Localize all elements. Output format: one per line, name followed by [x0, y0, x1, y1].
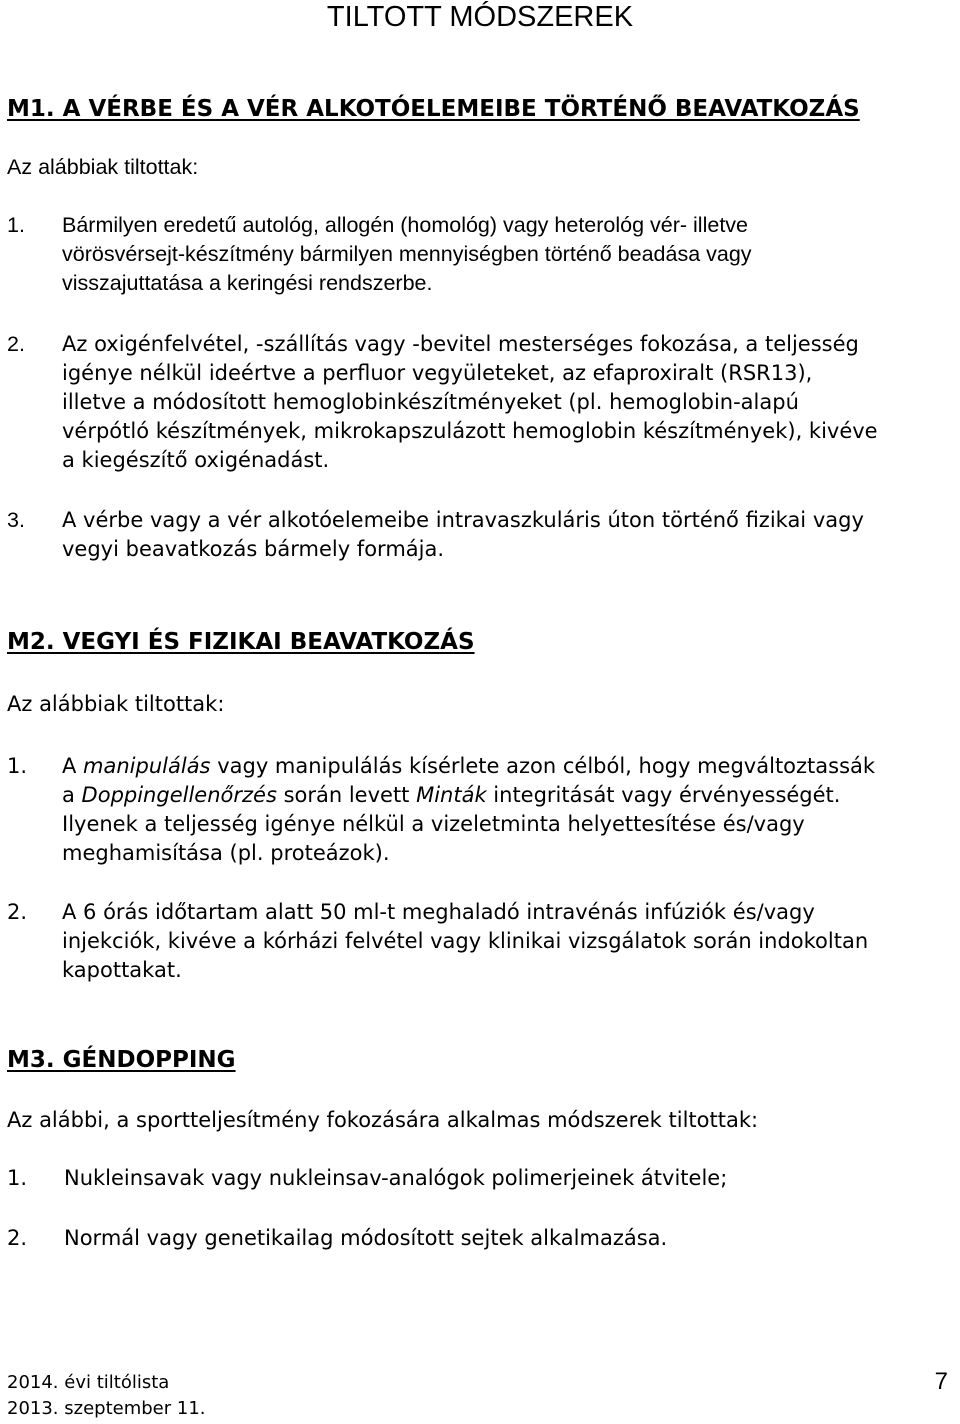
list-item-line: injekciók, kivéve a kórházi felvétel vagy klinikai vizsgálatok során indokoltan [62, 929, 869, 953]
list-item-line: igénye nélkül ideértve a perfluor vegyületeket, az efaproxiralt (RSR13), [62, 361, 813, 385]
section-heading-m3: M3. GÉNDOPPING [7, 1047, 236, 1073]
footer [7, 1370, 206, 1422]
list-item-line: a kiegészítő oxigénadást. [62, 448, 330, 472]
list-item-line: A vérbe vagy a vér alkotóelemeibe intravaszkuláris úton történő fizikai vagy [62, 508, 864, 532]
list-item-number: 1. [7, 1166, 28, 1190]
list-item [7, 330, 957, 475]
list-item-line: kapottakat. [62, 958, 182, 982]
list-item-number: 2. [7, 1226, 28, 1250]
list-item-line: Bármilyen eredetű autológ, allogén (homológ) vagy heterológ vér- illetve [62, 213, 748, 237]
list-item [7, 1224, 957, 1253]
list-item-line: vérpótló készítmények, mikrokapszulázott hemoglobin készítmények), kivéve [62, 419, 878, 443]
list-item-number: 1. [7, 213, 25, 237]
list-item [7, 506, 957, 564]
list-item-line: A 6 órás időtartam alatt 50 ml-t meghaladó intravénás infúziók és/vagy [62, 900, 815, 924]
list-item-number: 3. [7, 508, 25, 532]
list-item-line: a Doppingellenőrzés során levett Minták integritását vagy érvényességét. [62, 783, 841, 807]
list-item-line: A manipulálás vagy manipulálás kísérlete azon célból, hogy megváltoztassák [62, 754, 876, 778]
section-intro-m2: Az alábbiak tiltottak: [7, 692, 225, 716]
list-item-line: Ilyenek a teljesség igénye nélkül a vizeletminta helyettesítése és/vagy [62, 812, 805, 836]
list-item [7, 211, 957, 298]
list-item [7, 898, 957, 985]
list-item-number: 2. [7, 900, 28, 924]
list-item-text: Nukleinsavak vagy nukleinsav-analógok polimerjeinek átvitele; [64, 1166, 728, 1190]
list-item-number: 1. [7, 754, 28, 778]
section-heading-m1: M1. A VÉRBE ÉS A VÉR ALKOTÓELEMEIBE TÖRTÉNŐ BEAVATKOZÁS [7, 96, 860, 122]
list-item-line: visszajuttatása a keringési rendszerbe. [62, 271, 433, 295]
list-item-line: Az oxigénfelvétel, -szállítás vagy -bevitel mesterséges fokozása, a teljesség [62, 332, 859, 356]
list-item [7, 1164, 957, 1193]
footer-list-title: 2014. évi tiltólista [7, 1372, 170, 1393]
section-intro-m1: Az alábbiak tiltottak: [7, 155, 199, 179]
list-item-line: illetve a módosított hemoglobinkészítményeket (pl. hemoglobin-alapú [62, 390, 799, 414]
page-number: 7 [934, 1368, 948, 1395]
footer-date: 2013. szeptember 11. [7, 1398, 206, 1419]
list-item-text: Normál vagy genetikailag módosított sejtek alkalmazása. [64, 1226, 668, 1250]
section-intro-m3: Az alábbi, a sportteljesítmény fokozására alkalmas módszerek tiltottak: [7, 1108, 759, 1132]
list-item-number: 2. [7, 332, 25, 356]
list-item-line: vegyi beavatkozás bármely formája. [62, 537, 445, 561]
list-item [7, 752, 957, 868]
list-item-line: vörösvérsejt-készítmény bármilyen mennyiségben történő beadása vagy [62, 242, 752, 266]
list-item-line: meghamisítása (pl. proteázok). [62, 841, 390, 865]
section-heading-m2: M2. VEGYI ÉS FIZIKAI BEAVATKOZÁS [7, 629, 475, 655]
page-title: TILTOTT MÓDSZEREK [326, 1, 634, 33]
